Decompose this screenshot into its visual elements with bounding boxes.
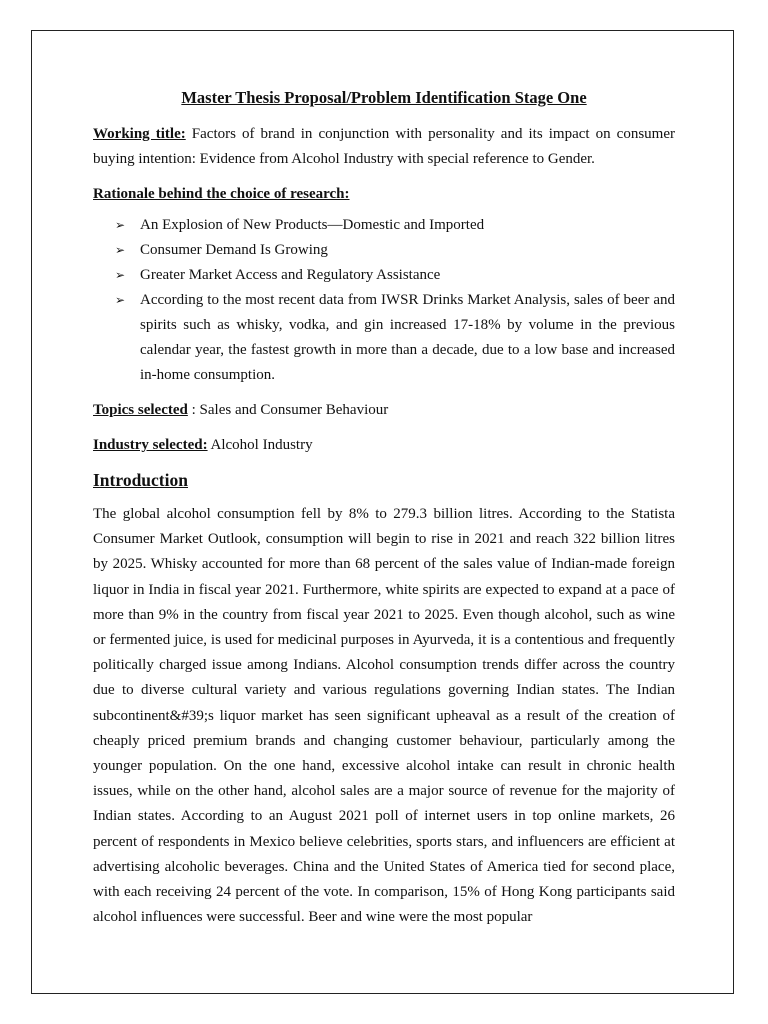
rationale-list bbox=[93, 213, 675, 388]
introduction-heading: Introduction bbox=[93, 470, 188, 490]
rationale-heading: Rationale behind the choice of research: bbox=[93, 186, 350, 202]
list-item-text: An Explosion of New Products—Domestic and Imported bbox=[140, 217, 485, 233]
working-title-text: Factors of brand in conjunction with personality and its impact on consumer buying intention: Evidence from Alcohol Industry with special reference to Gender. bbox=[93, 126, 675, 167]
topics-text: : Sales and Consumer Behaviour bbox=[187, 402, 389, 418]
arrow-bullet-icon: ➢ bbox=[115, 268, 126, 282]
working-title-label: Working title: bbox=[93, 126, 186, 142]
list-item bbox=[93, 263, 675, 288]
topics-label: Topics selected bbox=[93, 402, 188, 418]
document-body bbox=[93, 84, 675, 930]
list-item-text: According to the most recent data from IWSR Drinks Market Analysis, sales of beer and spirits such as whisky, vodka, and gin increased 17-18% by volume in the previous calendar year, the fastest growth in more than a decade, due to a low base and increased in-home consumption. bbox=[140, 292, 675, 383]
arrow-bullet-icon: ➢ bbox=[115, 218, 126, 232]
arrow-bullet-icon: ➢ bbox=[115, 293, 126, 307]
introduction-body: The global alcohol consumption fell by 8% to 279.3 billion litres. According to the Statista Consumer Market Outlook, consumption will begin to rise in 2021 and reach 322 billion litres by 2025. Whisky accounted for more than 68 percent of the sales value of Indian-made foreign liquor in India in fiscal year 2021. Furthermore, white spirits are expected to expand at a pace of more than 9% in the country from fiscal year 2021 to 2025. Even though alcohol, such as wine or fermented juice, is used for medicinal purposes in Ayurveda, it is a contentious and frequently politically charged issue among Indians. Alcohol consumption trends differ across the country due to diverse cultural variety and various regulations governing Indian states. The Indian subcontinent&#39;s liquor market has seen significant upheaval as a result of the creation of cheaply priced premium brands and changing customer behaviour, particularly among the younger population. On the one hand, excessive alcohol intake can result in chronic health issues, while on the other hand, alcohol sales are a major source of revenue for the majority of Indian states. According to an August 2021 poll of internet users in top online markets, 26 percent of respondents in Mexico believe celebrities, sports stars, and influencers are efficient at advertising alcoholic beverages. China and the United States of America tied for second place, with each receiving 24 percent of the vote. In comparison, 15% of Hong Kong participants said alcohol influences were successful. Beer and wine were the most popular bbox=[93, 506, 675, 926]
working-title-paragraph bbox=[93, 122, 675, 172]
arrow-bullet-icon: ➢ bbox=[115, 243, 126, 257]
list-item bbox=[93, 213, 675, 238]
list-item bbox=[93, 288, 675, 388]
industry-label: Industry selected: bbox=[93, 437, 208, 453]
industry-text: Alcohol Industry bbox=[207, 437, 313, 453]
rationale-heading-row bbox=[93, 182, 675, 207]
industry-row bbox=[93, 433, 675, 458]
topics-row bbox=[93, 398, 675, 423]
list-item-text: Consumer Demand Is Growing bbox=[140, 242, 328, 258]
list-item-text: Greater Market Access and Regulatory Assistance bbox=[140, 267, 441, 283]
list-item bbox=[93, 238, 675, 263]
document-title: Master Thesis Proposal/Problem Identification Stage One bbox=[181, 88, 587, 107]
